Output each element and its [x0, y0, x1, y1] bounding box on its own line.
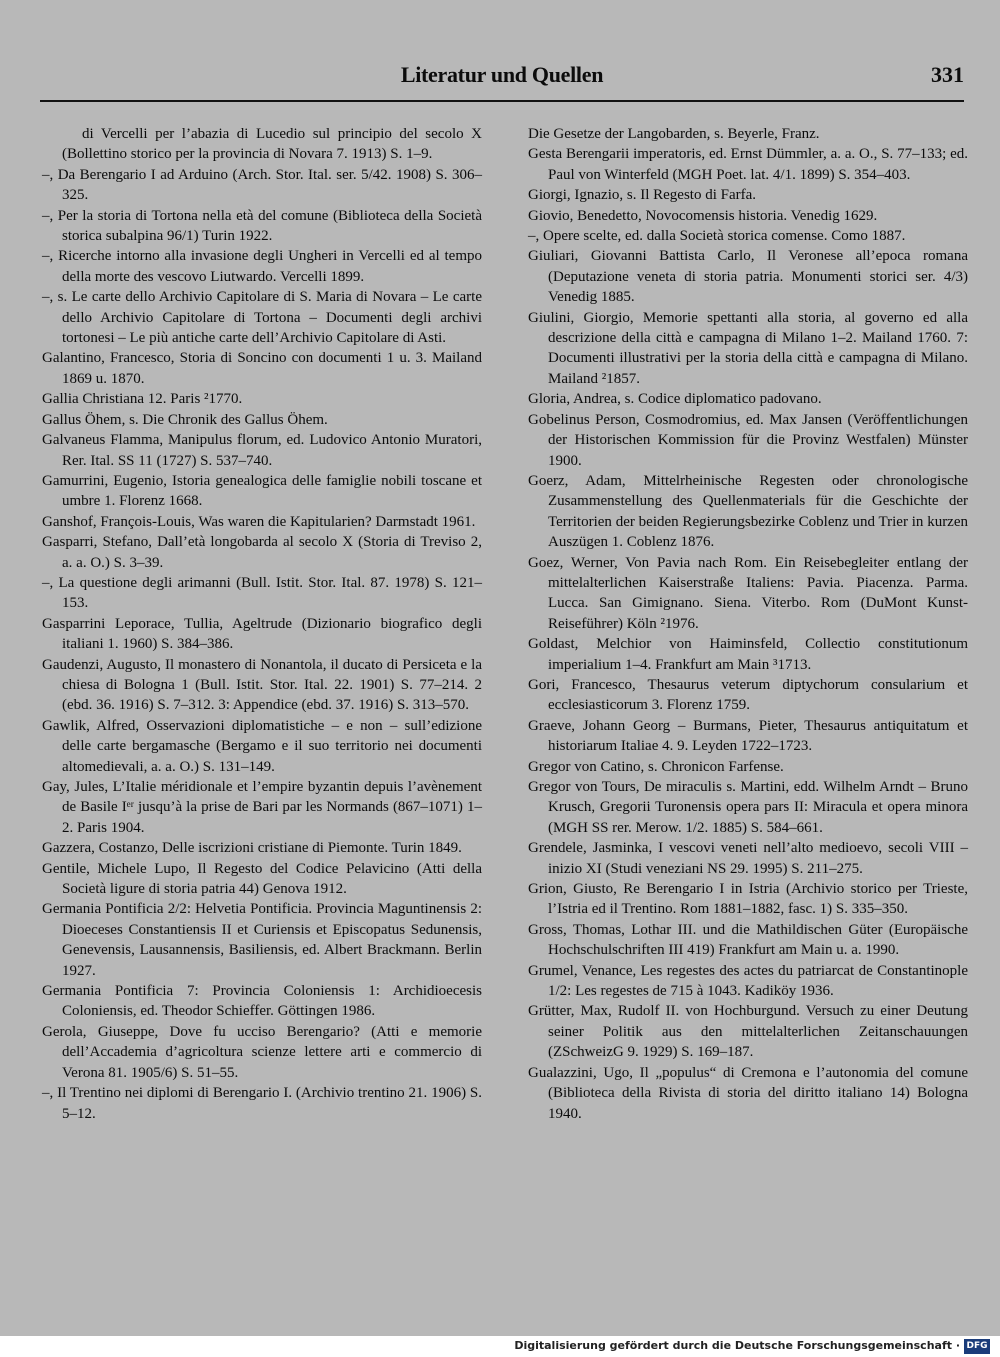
page-header	[40, 60, 964, 102]
bibliography-entry: Germania Pontificia 7: Provincia Coloniensis 1: Archidioecesis Coloniensis, ed. Theodor Schieffer. Göttingen 1986.	[42, 983, 482, 1020]
bibliography-entry: Giuliari, Giovanni Battista Carlo, Il Veronese all’epoca romana (Deputazione veneta di storia patria. Monumenti storici ser. 4/3) Venedig 1885.	[528, 248, 968, 306]
bibliography-entry: –, La questione degli arimanni (Bull. Istit. Stor. Ital. 87. 1978) S. 121–153.	[42, 574, 482, 612]
bibliography-entry: Gasparri, Stefano, Dall’età longobarda al secolo X (Storia di Treviso 2, a. a. O.) S. 3–39.	[42, 534, 482, 571]
bibliography-entry: Galantino, Francesco, Storia di Soncino con documenti 1 u. 3. Mailand 1869 u. 1870.	[42, 350, 482, 387]
bibliography-entry: Gawlik, Alfred, Osservazioni diplomatistiche – e non – sull’edizione delle carte bergamasche (Bergamo e il suo territorio nei documenti altomedievali, a. a. O.) S. 131–149.	[42, 717, 482, 775]
bibliography-entry: –, Opere scelte, ed. dalla Società storica comense. Como 1887.	[528, 228, 906, 245]
bibliography-entry: Gallus Öhem, s. Die Chronik des Gallus Öhem.	[42, 411, 328, 428]
bibliography-entry: Giulini, Giorgio, Memorie spettanti alla storia, al governo ed alla descrizione della città e campagna di Milano 1–2. Mailand 1760. 7: Documenti illustrativi per la storia della città e campagna di Milano. Mailand ²1857.	[528, 309, 968, 387]
bibliography-entry: Gobelinus Person, Cosmodromius, ed. Max Jansen (Veröffentlichungen der Historischen Kommission für die Provinz Westfalen) Münster 1900.	[528, 411, 968, 469]
bibliography-entry: Gazzera, Costanzo, Delle iscrizioni cristiane di Piemonte. Turin 1849.	[42, 840, 462, 857]
bibliography-entry: Galvaneus Flamma, Manipulus florum, ed. Ludovico Antonio Muratori, Rer. Ital. SS 11 (1727) S. 537–740.	[42, 432, 482, 469]
bibliography-entry: –, Da Berengario I ad Arduino (Arch. Stor. Ital. ser. 5/42. 1908) S. 306–325.	[42, 166, 482, 204]
bibliography-entry: Gaudenzi, Augusto, Il monastero di Nonantola, il ducato di Persiceta e la chiesa di Bologna 1 (Bull. Istit. Stor. Ital. 22. 1901) S. 77–214. 2 (ebd. 36. 1916) S. 7–312. 3: Appendice (ebd. 37. 1916) S. 313–570.	[42, 656, 482, 714]
running-head-title: Literatur und Quellen	[400, 62, 604, 87]
bibliography-entry: Gregor von Tours, De miraculis s. Martini, edd. Wilhelm Arndt – Bruno Krusch, Gregorii Turonensis opera pars II: Miracula et opera minora (MGH SS rer. Merow. 1/2. 1885) S. 584–661.	[528, 779, 968, 836]
bibliography-entry: Gasparrini Leporace, Tullia, Ageltrude (Dizionario biografico degli italiani 1. 1960) S. 384–386.	[42, 615, 482, 653]
bibliography-entry: Gerola, Giuseppe, Dove fu ucciso Berengario? (Atti e memorie dell’Accademia d’agricoltura scienze lettere arti e commercio di Verona 81. 1905/6) S. 51–55.	[42, 1023, 482, 1081]
bibliography-entry: Giorgi, Ignazio, s. Il Regesto di Farfa.	[528, 187, 757, 204]
bibliography-entry: Gallia Christiana 12. Paris ²1770.	[42, 391, 243, 408]
bibliography-entry: di Vercelli per l’abazia di Lucedio sul principio del secolo X (Bollettino storico per la provincia di Novara 7. 1913) S. 1–9.	[62, 126, 482, 163]
bibliography-entry: Gentile, Michele Lupo, Il Regesto del Codice Pelavicino (Atti della Società ligure di storia patria 44) Genova 1912.	[42, 860, 482, 898]
bibliography-entry: Gualazzini, Ugo, Il „populus“ di Cremona e l’autonomia del comune (Biblioteca della Rivista di storia del diritto italiano 14) Bologna 1940.	[528, 1064, 968, 1122]
bibliography-entry: Goez, Werner, Von Pavia nach Rom. Ein Reisebegleiter entlang der mittelalterlichen Kaiserstraße Italiens: Pavia. Piacenza. Parma. Lucca. San Gimignano. Siena. Viterbo. Rom (DuMont Kunst-Reiseführer) Köln ²1976.	[528, 554, 968, 632]
right-column	[528, 124, 968, 1124]
bibliography-entry: Grütter, Max, Rudolf II. von Hochburgund. Versuch zu einer Deutung seiner Politik aus den mittelalterlichen Zeitanschauungen (ZSchweizG 9. 1929) S. 169–187.	[528, 1003, 968, 1061]
bibliography-entry: –, Per la storia di Tortona nella età del comune (Biblioteca della Società storica subalpina 96/1) Turin 1922.	[42, 207, 482, 245]
bibliography-entry: Grion, Giusto, Re Berengario I in Istria (Archivio storico per Trieste, l’Istria ed il Trentino. Rom 1881–1882, fasc. 1) S. 335–350.	[528, 881, 968, 918]
left-column	[42, 124, 482, 1124]
bibliography-entry: Gori, Francesco, Thesaurus veterum diptychorum consularium et ecclesiasticorum 3. Florenz 1759.	[528, 676, 968, 714]
bibliography-entry: Goerz, Adam, Mittelrheinische Regesten oder chronologische Zusammenstellung des Quellenmaterials für die Geschichte der Territorien der beiden Regierungsbezirke Coblenz und Trier in kurzen Auszügen 1. Coblenz 1876.	[528, 472, 968, 551]
bibliography-entry: Gloria, Andrea, s. Codice diplomatico padovano.	[528, 391, 822, 408]
bibliography-entry: Gamurrini, Eugenio, Istoria genealogica delle famiglie nobili toscane et umbre 1. Florenz 1668.	[42, 472, 482, 510]
bibliography-entry: Grendele, Jasminka, I vescovi veneti nell’alto medioevo, secoli VIII – inizio XI (Studi veneziani NS 29. 1995) S. 211–275.	[528, 840, 968, 877]
bibliography-entry: Germania Pontificia 2/2: Helvetia Pontificia. Provincia Maguntinensis 2: Dioeceses Constantiensis II et Curiensis et Episcopatus Sedunensis, Genevensis, Lausannensis, Basiliensis, ed. Albert Brackmann. Berlin 1927.	[42, 901, 482, 979]
bibliography-entry: Grumel, Venance, Les regestes des actes du patriarcat de Constantinople 1/2: Les regestes de 715 à 1043. Kadiköy 1936.	[528, 962, 968, 1000]
bibliography-entry: Ganshof, François-Louis, Was waren die Kapitularien? Darmstadt 1961.	[42, 513, 476, 530]
bibliography-entry: Gay, Jules, L’Italie méridionale et l’empire byzantin depuis l’avènement de Basile Iᵉʳ jusqu’à la prise de Bari par les Normands (867–1071) 1–2. Paris 1904.	[42, 779, 482, 836]
dfg-logo: DFG	[964, 1339, 990, 1354]
bibliography-entry: –, s. Le carte dello Archivio Capitolare di S. Maria di Novara – Le carte dello Archivio Capitolare di Tortona – Documenti degli archivi tortonesi – Le più antiche carte dell’Archivio Capitolare di Asti.	[42, 289, 482, 347]
bibliography-entry: Goldast, Melchior von Haiminsfeld, Collectio constitutionum imperialium 1–4. Frankfurt am Main ³1713.	[528, 636, 968, 673]
page-number: 331	[931, 62, 964, 87]
bibliography-entry: –, Ricerche intorno alla invasione degli Ungheri in Vercelli ed al tempo della morte des vescovo Liutwardo. Vercelli 1899.	[42, 248, 482, 285]
bibliography-entry: Die Gesetze der Langobarden, s. Beyerle, Franz.	[528, 126, 820, 142]
bibliography-entry: Graeve, Johann Georg – Burmans, Pieter, Thesaurus antiquitatum et historiarum Italiae 4. 9. Leyden 1722–1723.	[528, 717, 968, 755]
bibliography-entry: –, Il Trentino nei diplomi di Berengario I. (Archivio trentino 21. 1906) S. 5–12.	[42, 1085, 482, 1122]
bibliography-entry: Gross, Thomas, Lothar III. und die Mathildischen Güter (Europäische Hochschulschriften III 419) Frankfurt am Main u. a. 1990.	[528, 921, 968, 959]
bibliography-entry: Gesta Berengarii imperatoris, ed. Ernst Dümmler, a. a. O., S. 77–133; ed. Paul von Winterfeld (MGH Poet. lat. 4/1. 1899) S. 354–403.	[528, 146, 968, 183]
bibliography-entry: Giovio, Benedetto, Novocomensis historia. Venedig 1629.	[528, 207, 878, 224]
footer-credit: Digitalisierung gefördert durch die Deutsche Forschungsgemeinschaft ·	[514, 1339, 960, 1352]
bibliography-entry: Gregor von Catino, s. Chronicon Farfense.	[528, 758, 784, 775]
footer-bar	[0, 1336, 1000, 1357]
